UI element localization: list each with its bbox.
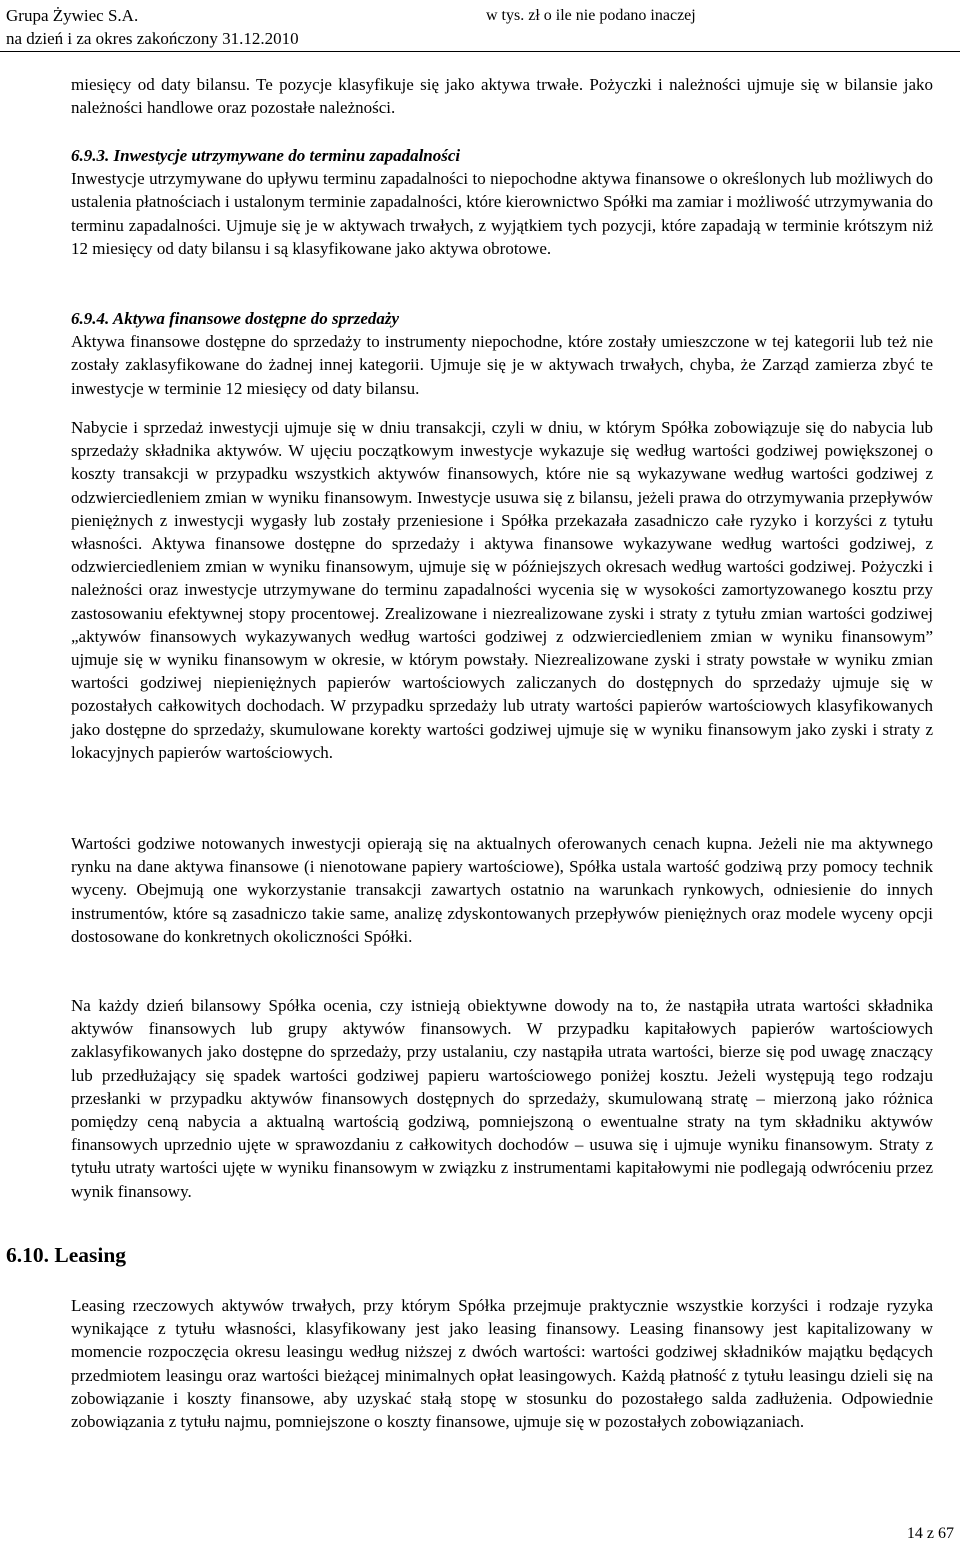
- currency-units-note: w tys. zł o ile nie podano inaczej: [486, 7, 696, 24]
- intro-paragraph: miesięcy od daty bilansu. Te pozycje klasyfikuje się jako aktywa trwałe. Pożyczki i należności ujmuje się w bilansie jako należności handlowe oraz pozostałe należności.: [71, 75, 933, 118]
- header-divider: [0, 51, 960, 52]
- section-6-9-4-heading: 6.9.4. Aktywa finansowe dostępne do sprzedaży: [71, 309, 400, 328]
- section-6-9-4: [71, 307, 933, 400]
- section-6-9-4-paragraph-2: Nabycie i sprzedaż inwestycji ujmuje się w dniu transakcji, czyli w dniu, w którym Spółka zobowiązuje się do nabycia lub sprzedaży składnika aktywów. W ujęciu początkowym inwestycje wykazuje się według wartości godziwej powiększonej o koszty transakcji w przypadku wszystkich aktywów finansowych, które nie są wykazywane według wartości godziwej z odzwierciedleniem zmian w wyniku finansowym. Inwestycje usuwa się z bilansu, jeżeli prawa do otrzymywania przepływów pieniężnych z inwestycji wygasły lub zostały przeniesione i Spółka przekazała zasadniczo całe ryzyko i korzyści z tytułu własności. Aktywa finansowe dostępne do sprzedaży i aktywa finansowe wykazywane według wartości godziwej, z odzwierciedleniem zmian w wyniku finansowym, ujmuje się w późniejszych okresach według wartości godziwej. Pożyczki i należności oraz inwestycje utrzymywane do terminu zapadalności wycenia się w wysokości zamortyzowanego kosztu przy zastosowaniu efektywnej stopy procentowej. Zrealizowane i niezrealizowane zyski i straty z tytułu zmian wartości godziwej „aktywów finansowych wykazywanych według wartości godziwej z odzwierciedleniem zmian w wyniku finansowym” ujmuje się w wyniku finansowym w okresie, w którym powstały. Niezrealizowane zyski i straty powstałe w wyniku zmian wartości godziwej niepieniężnych papierów wartościowych zaliczanych do dostępnych do sprzedaży ujmuje się w pozostałych całkowitych dochodach. W przypadku sprzedaży lub utraty wartości papierów wartościowych klasyfikowanych jako dostępne do sprzedaży, skumulowane korekty wartości godziwej ujmuje się w wyniku finansowym jako zyski i straty z lokacyjnych papierów wartościowych.: [71, 418, 933, 762]
- reporting-period: na dzień i za okres zakończony 31.12.2010: [6, 29, 299, 48]
- section-6-9-4-paragraph-3: Wartości godziwe notowanych inwestycji opierają się na aktualnych oferowanych cenach kupna. Jeżeli nie ma aktywnego rynku na dane aktywa finansowe (i nienotowane papiery wartościowe), Spółka ustala wartość godziwą przy pomocy technik wyceny. Obejmują one wykorzystanie transakcji zawartych ostatnio na warunkach rynkowych, odniesienie do innych instrumentów, które są zasadniczo takie same, analizę zdyskontowanych przepływów pieniężnych oraz modele wyceny opcji dostosowane do konkretnych okoliczności Spółki.: [71, 834, 933, 946]
- page-number: 14 z 67: [906, 1525, 954, 1542]
- section-6-9-4-body: Aktywa finansowe dostępne do sprzedaży to instrumenty niepochodne, które zostały umieszczone w tej kategorii lub też nie zostały zaklasyfikowane do żadnej innej kategorii. Ujmuje się je w aktywach trwałych, chyba, że Zarząd zamierza zbyć te inwestycje w terminie 12 miesięcy od daty bilansu.: [71, 332, 933, 398]
- section-6-9-3-body: Inwestycje utrzymywane do upływu terminu zapadalności to niepochodne aktywa finansowe o określonych lub możliwych do ustalenia płatnościach i ustalonym terminie zapadalności, które kierownictwo Spółki ma zamiar i możliwość utrzymywania do terminu zapadalności. Ujmuje się je w aktywach trwałych, z wyjątkiem tych pozycji, które zapadają w terminie krótszym niż 12 miesięcy od daty bilansu i są klasyfikowane jako aktywa obrotowe.: [71, 169, 933, 258]
- document-header: [6, 4, 299, 50]
- section-6-9-3: [71, 144, 933, 260]
- section-6-9-3-heading: 6.9.3. Inwestycje utrzymywane do terminu zapadalności: [71, 146, 461, 165]
- company-name: Grupa Żywiec S.A.: [6, 6, 139, 25]
- section-6-9-4-paragraph-4: Na każdy dzień bilansowy Spółka ocenia, czy istnieją obiektywne dowody na to, że nastąpiła utrata wartości składnika aktywów finansowych lub grupy aktywów finansowych. W przypadku kapitałowych papierów wartościowych zaklasyfikowanych jako dostępne do sprzedaży, przy ustalaniu, czy nastąpiła utrata wartości, bierze się pod uwagę znaczący lub przedłużający się spadek wartości godziwej papieru wartościowego poniżej kosztu. Jeżeli występują tego rodzaju przesłanki w przypadku aktywów finansowych dostępnych do sprzedaży, skumulowaną stratę – mierzoną jako różnica pomiędzy ceną nabycia a aktualną wartością godziwą, pomniejszoną o ewentualne straty na tym składniku aktywów finansowych uprzednio ujęte w sprawozdaniu z całkowitych dochodów – usuwa się i ujmuje wyniku finansowym. Straty z tytułu utraty wartości ujęte w wyniku finansowym w związku z instrumentami kapitałowymi nie podlegają odwróceniu przez wynik finansowy.: [71, 996, 933, 1201]
- section-6-10-heading: 6.10. Leasing: [6, 1243, 127, 1267]
- section-6-10-body: Leasing rzeczowych aktywów trwałych, przy którym Spółka przejmuje praktycznie wszystkie korzyści i rodzaje ryzyka wynikające z tytułu własności, klasyfikowany jest jako leasing finansowy. Leasing finansowy jest kapitalizowany w momencie rozpoczęcia okresu leasingu według niższej z dwóch wartości: wartości godziwej składników majątku będących przedmiotem leasingu oraz wartości bieżącej minimalnych opłat leasingowych. Każdą płatność z tytułu leasingu dzieli się na zobowiązanie i koszty finansowe, aby uzyskać stałą stopę w stosunku do pozostałego salda zadłużenia. Odpowiednie zobowiązania z tytułu najmu, pomniejszone o koszty finansowe, ujmuje się w pozostałych zobowiązaniach.: [71, 1296, 933, 1432]
